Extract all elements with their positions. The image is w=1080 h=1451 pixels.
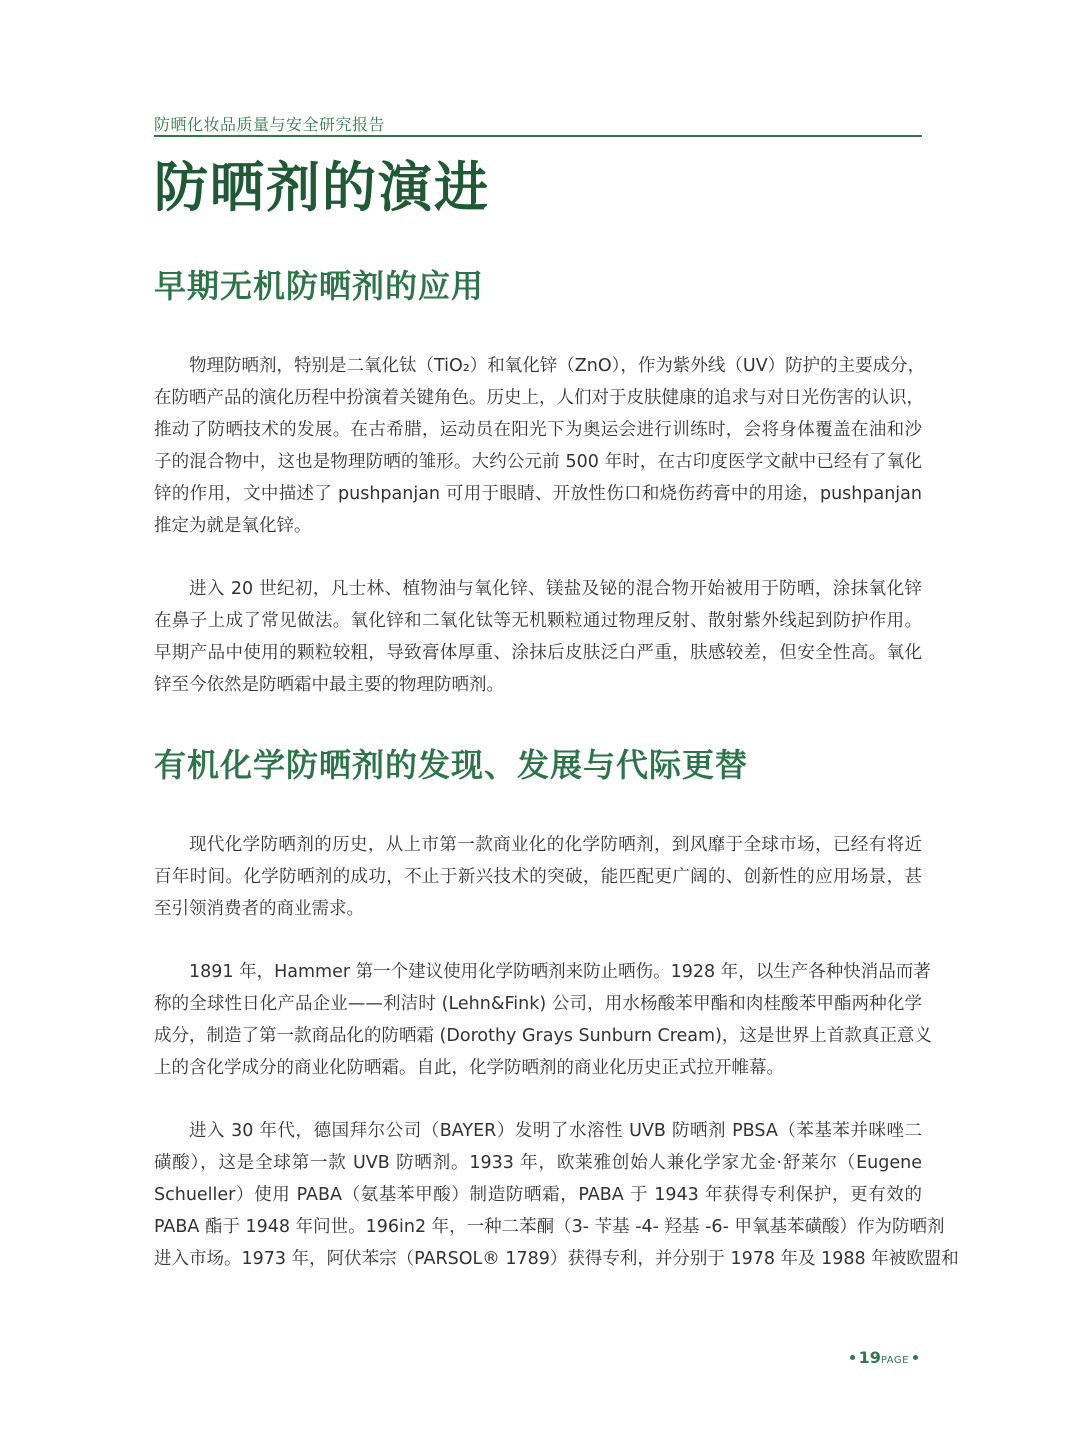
paragraph-line: 在鼻子上成了常见做法。氧化锌和二氧化钛等无机颗粒通过物理反射、散射紫外线起到防护作用。 bbox=[154, 611, 922, 631]
paragraph bbox=[154, 829, 922, 925]
paragraph bbox=[154, 573, 922, 701]
paragraph-line: 上的含化学成分的商业化防晒霜。自此，化学防晒剂的商业化历史正式拉开帷幕。 bbox=[154, 1058, 784, 1078]
page-number-label: PAGE bbox=[880, 1355, 909, 1366]
paragraph bbox=[154, 1115, 959, 1275]
paragraph-line: 推定为就是氧化锌。 bbox=[154, 516, 312, 536]
running-header: 防晒化妆品质量与安全研究报告 bbox=[154, 115, 386, 134]
bullet-dot-icon bbox=[850, 1355, 855, 1360]
paragraph-line: 进入 20 世纪初，凡士林、植物油与氧化锌、镁盐及铋的混合物开始被用于防晒，涂抹氧化锌 bbox=[189, 579, 922, 599]
paragraph-line: 子的混合物中，这也是物理防晒的雏形。大约公元前 500 年时，在古印度医学文献中已经有了氧化 bbox=[154, 452, 922, 472]
page-title: 防晒剂的演进 bbox=[154, 156, 490, 219]
paragraph-line: 成分，制造了第一款商品化的防晒霜 (Dorothy Grays Sunburn Cream)，这是世界上首款真正意义 bbox=[154, 1026, 932, 1046]
paragraph-line: 称的全球性日化产品企业——利洁时 (Lehn&Fink) 公司，用水杨酸苯甲酯和肉桂酸苯甲酯两种化学 bbox=[154, 994, 922, 1014]
paragraph-line: Schueller）使用 PABA（氨基苯甲酸）制造防晒霜，PABA 于 1943 年获得专利保护，更有效的 bbox=[154, 1185, 922, 1205]
paragraph-line: 至引领消费者的商业需求。 bbox=[154, 899, 364, 919]
paragraph-line: 锌至今依然是防晒霜中最主要的物理防晒剂。 bbox=[154, 675, 504, 695]
header-divider bbox=[154, 135, 922, 137]
paragraph-line: 锌的作用，文中描述了 pushpanjan 可用于眼睛、开放性伤口和烧伤药膏中的用途，pushpanjan bbox=[154, 484, 922, 504]
section-heading-inorganic: 早期无机防晒剂的应用 bbox=[154, 267, 485, 305]
paragraph-line: 进入 30 年代，德国拜尔公司（BAYER）发明了水溶性 UVB 防晒剂 PBSA（苯基苯并咪唑二 bbox=[189, 1121, 922, 1141]
page-number-value: 19 bbox=[858, 1348, 881, 1367]
paragraph-line: 进入市场。1973 年，阿伏苯宗（PARSOL® 1789）获得专利，并分别于 1978 年及 1988 年被欧盟和 bbox=[154, 1249, 959, 1269]
paragraph-line: 物理防晒剂，特别是二氧化钛（TiO₂）和氧化锌（ZnO），作为紫外线（UV）防护的主要成分， bbox=[189, 356, 926, 376]
document-page bbox=[154, 0, 959, 1451]
page-number bbox=[846, 1348, 922, 1367]
paragraph-line: 磺酸），这是全球第一款 UVB 防晒剂。1933 年，欧莱雅创始人兼化学家尤金·舒莱尔（Eugene bbox=[154, 1153, 922, 1173]
paragraph-line: PABA 酯于 1948 年问世。196in2 年，一种二苯酮（3- 苄基 -4- 羟基 -6- 甲氧基苯磺酸）作为防晒剂 bbox=[154, 1217, 945, 1237]
bullet-dot-icon bbox=[913, 1355, 918, 1360]
paragraph-line: 在防晒产品的演化历程中扮演着关键角色。历史上，人们对于皮肤健康的追求与对日光伤害的认识， bbox=[154, 388, 924, 408]
paragraph-line: 早期产品中使用的颗粒较粗，导致膏体厚重、涂抹后皮肤泛白严重，肤感较差，但安全性高。氧化 bbox=[154, 643, 922, 663]
paragraph-line: 现代化学防晒剂的历史，从上市第一款商业化的化学防晒剂，到风靡于全球市场，已经有将近 bbox=[189, 835, 922, 855]
paragraph bbox=[154, 350, 926, 542]
paragraph bbox=[154, 956, 932, 1084]
paragraph-line: 1891 年，Hammer 第一个建议使用化学防晒剂来防止晒伤。1928 年，以生产各种快消品而著 bbox=[189, 962, 931, 982]
section-heading-organic: 有机化学防晒剂的发现、发展与代际更替 bbox=[154, 746, 749, 784]
paragraph-line: 百年时间。化学防晒剂的成功，不止于新兴技术的突破，能匹配更广阔的、创新性的应用场景，甚 bbox=[154, 867, 922, 887]
paragraph-line: 推动了防晒技术的发展。在古希腊，运动员在阳光下为奥运会进行训练时，会将身体覆盖在油和沙 bbox=[154, 420, 922, 440]
